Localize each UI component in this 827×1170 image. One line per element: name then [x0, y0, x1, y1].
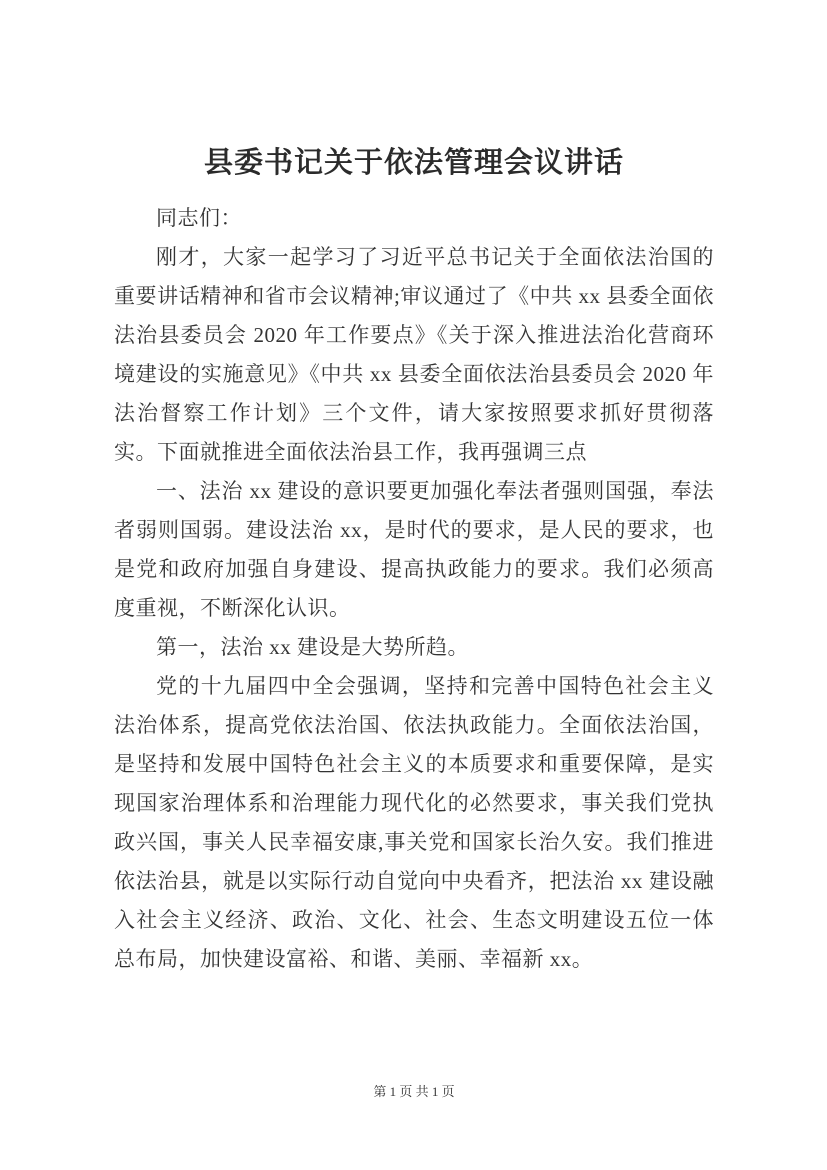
paragraph: 刚才，大家一起学习了习近平总书记关于全面依法治国的重要讲话精神和省市会议精神;审议通过了《中共 xx 县委全面依法治县委员会 2020 年工作要点》《关于深入推进法治化营商环境建设的实施意见》《中共 xx 县委全面依法治县委员会 2020 年法治督察工作计划》三个文件，请大家按照要求抓好贯彻落实。下面就推进全面依法治县工作，我再强调三点 [114, 245, 714, 464]
document-body [114, 140, 714, 979]
paragraph: 一、法治 xx 建设的意识要更加强化奉法者强则国强，奉法者弱则国弱。建设法治 xx，是时代的要求，是人民的要求，也是党和政府加强自身建设、提高执政能力的要求。我们必须高度重视，不断深化认识。 [114, 479, 714, 620]
paragraph-salutation: 同志们： [156, 206, 242, 230]
document-title: 县委书记关于依法管理会议讲话 [203, 147, 624, 179]
paragraph: 党的十九届四中全会强调，坚持和完善中国特色社会主义法治体系，提高党依法治国、依法执政能力。全面依法治国，是坚持和发展中国特色社会主义的本质要求和重要保障，是实现国家治理体系和治理能力现代化的必然要求，事关我们党执政兴国，事关人民幸福安康,事关党和国家长治久安。我们推进依法治县，就是以实际行动自觉向中央看齐，把法治 xx 建设融入社会主义经济、政治、文化、社会、生态文明建设五位一体总布局，加快建设富裕、和谐、美丽、幸福新 xx。 [114, 674, 714, 971]
page-number: 第 1 页 共 1 页 [373, 1084, 455, 1099]
paragraph: 第一，法治 xx 建设是大势所趋。 [156, 635, 469, 659]
